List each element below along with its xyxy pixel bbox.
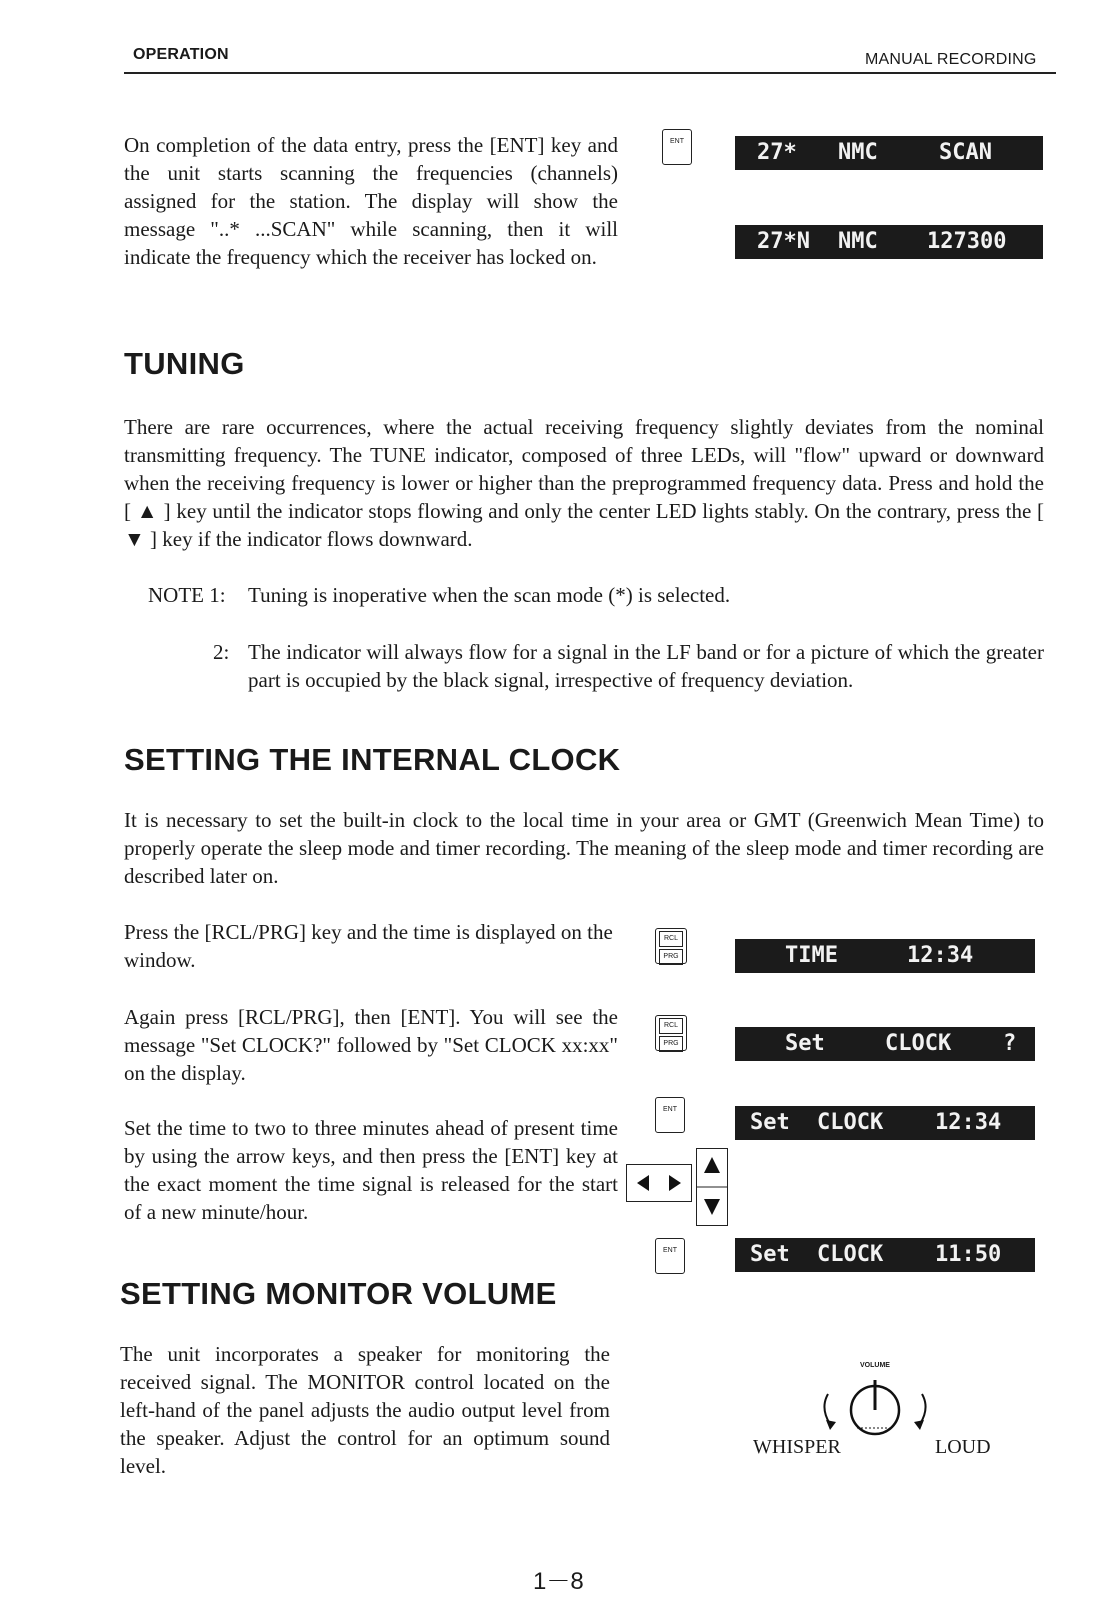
clock-heading: SETTING THE INTERNAL CLOCK xyxy=(124,742,621,777)
whisper-label: WHISPER xyxy=(753,1436,841,1458)
lcd-display-set-clock-1234: Set CLOCK 12:34 xyxy=(735,1106,1035,1140)
clock-paragraph: It is necessary to set the built-in clock to the local time in your area or GMT (Greenwich Mean Time) to properly operate the sleep mode and timer recording. The meaning of the sleep mode and timer recording are described later on. xyxy=(124,808,1044,888)
volume-paragraph: The unit incorporates a speaker for monitoring the received signal. The MONITOR control located on the left-hand of the panel adjusts the audio output level from the speaker. Adjust the control for an optimum sound level. xyxy=(120,1342,610,1478)
intro-paragraph: On completion of the data entry, press the [ENT] key and the unit starts scanning the frequencies (channels) assigned for the station. The display will show the message "..* ...SCAN" while scanning, then it will indicate the frequency which the receiver has locked on. xyxy=(124,133,618,269)
ent-key-icon: ENT xyxy=(662,129,692,165)
left-right-arrow-keys-icon xyxy=(626,1164,692,1202)
ent-key-icon-2: ENT xyxy=(655,1097,685,1133)
header-chapter-label: MANUAL RECORDING xyxy=(865,51,1037,68)
lcd-display-set-clock-1150: Set CLOCK 11:50 xyxy=(735,1238,1035,1272)
clock-step2: Again press [RCL/PRG], then [ENT]. You will see the message "Set CLOCK?" followed by "Set CLOCK xx:xx" on the display. xyxy=(124,1005,618,1085)
rcl-prg-key-icon-2: RCL PRG xyxy=(655,1015,687,1051)
page-number: 1－8 xyxy=(533,1568,584,1595)
tuning-paragraph: There are rare occurrences, where the actual receiving frequency slightly deviates from the nominal transmitting frequency. The TUNE indicator, composed of three LEDs, will "flow" upward or downward when the receiving frequency is lower or higher than the preprogrammed frequency data. Press and hold the [ ▲ ] key until the indicator stops flowing and only the center LED lights stably. On the contrary, press the [ ▼ ] key if the indicator flows downward. xyxy=(124,415,1044,551)
note1-text: Tuning is inoperative when the scan mode (*) is selected. xyxy=(248,583,731,607)
down-arrow-icon xyxy=(704,1199,720,1215)
lcd-display-time: TIME 12:34 xyxy=(735,939,1035,973)
lcd-display-scan: 27* NMC SCAN xyxy=(735,136,1043,170)
lcd-display-locked: 27*N NMC 127300 xyxy=(735,225,1043,259)
up-arrow-icon xyxy=(704,1157,720,1173)
volume-heading: SETTING MONITOR VOLUME xyxy=(120,1276,557,1311)
lcd-display-set-clock-question: Set CLOCK ? xyxy=(735,1027,1035,1061)
right-arrow-icon xyxy=(669,1175,681,1191)
tuning-heading: TUNING xyxy=(124,346,245,381)
clock-step1: Press the [RCL/PRG] key and the time is displayed on the window. xyxy=(124,920,613,972)
note2-text: The indicator will always flow for a signal in the LF band or for a picture of which the greater part is occupied by the black signal, irrespective of frequency deviation. xyxy=(248,640,1044,692)
rcl-prg-key-icon: RCL PRG xyxy=(655,928,687,964)
header-rule xyxy=(124,72,1056,74)
clock-step3: Set the time to two to three minutes ahead of present time by using the arrow keys, and then press the [ENT] key at the exact moment the time signal is released for the start of a new minute/hour. xyxy=(124,1116,618,1224)
left-arrow-icon xyxy=(637,1175,649,1191)
up-down-arrow-keys-icon xyxy=(696,1148,728,1226)
volume-knob-label: VOLUME xyxy=(860,1362,890,1369)
note2-label: 2: xyxy=(213,640,230,664)
ent-key-icon-3: ENT xyxy=(655,1238,685,1274)
loud-label: LOUD xyxy=(935,1436,991,1458)
header-section-label: OPERATION xyxy=(133,46,229,63)
note1-label: NOTE 1: xyxy=(148,583,226,607)
